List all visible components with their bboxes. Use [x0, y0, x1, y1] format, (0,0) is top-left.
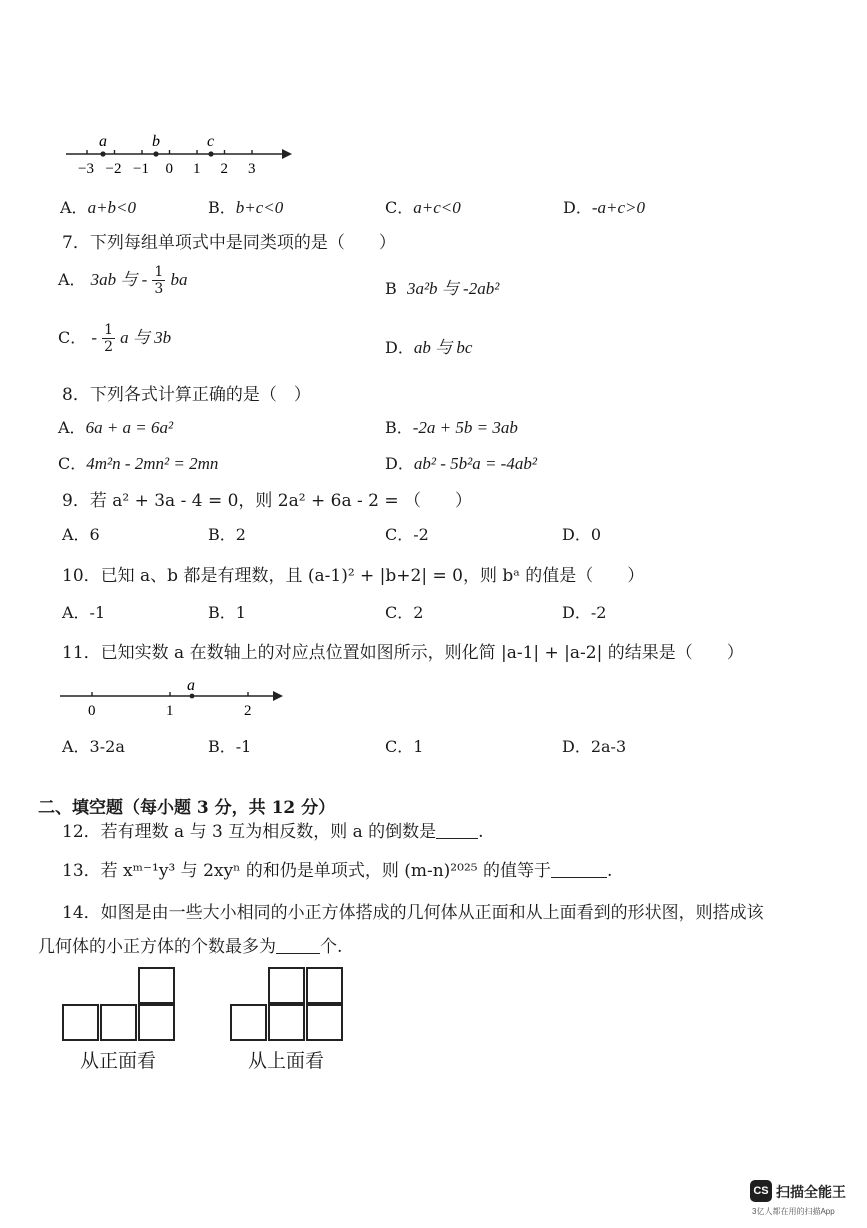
front-view-caption: 从正面看	[80, 1050, 157, 1072]
number-line-2-tick-label: 1	[166, 703, 174, 719]
q11-stem: 11．已知实数 a 在数轴上的对应点位置如图所示，则化简 |a-1| + |a-2| 的结果是（ ）	[62, 643, 744, 663]
q12-blank	[436, 824, 478, 839]
front-cell	[138, 1004, 175, 1041]
q11-option-b: B．-1	[208, 737, 252, 756]
front-view-grid	[62, 967, 178, 1043]
top-cell	[306, 967, 343, 1004]
q6-option-b: B．b+c<0	[208, 198, 284, 217]
q14-line-1: 14．如图是由一些大小相同的小正方体搭成的几何体从正面和从上面看到的形状图，则搭成该	[62, 903, 764, 923]
number-line-arrow	[282, 149, 292, 159]
top-cell	[230, 1004, 267, 1041]
number-line-1-tick-label: −3	[78, 161, 94, 177]
front-cell	[138, 967, 175, 1004]
q9-option-d: D．0	[562, 525, 602, 544]
number-line-2-tick-label: 2	[244, 703, 252, 719]
q14-line-2: 几何体的小正方体的个数最多为 个.	[38, 937, 343, 957]
q7-option-b: B 3a²b 与 -2ab²	[385, 279, 500, 298]
top-cell	[306, 1004, 343, 1041]
number-line-figure	[60, 128, 300, 180]
label-a-2: a	[187, 677, 195, 694]
top-cell	[268, 1004, 305, 1041]
front-cell	[100, 1004, 137, 1041]
q8-option-b: B．-2a + 5b = 3ab	[385, 418, 518, 437]
label-b: b	[152, 133, 160, 150]
label-c: c	[207, 133, 215, 150]
number-line-2-arrow	[273, 691, 283, 701]
q10-option-c: C．2	[385, 603, 424, 622]
q12: 12．若有理数 a 与 3 互为相反数，则 a 的倒数是 .	[62, 822, 484, 842]
q13-blank	[551, 863, 607, 878]
q7-option-a: A． 3ab 与 - $\frac{1}{3}$ ba	[58, 264, 188, 297]
point-a	[100, 151, 105, 156]
q7-stem: 7．下列每组单项式中是同类项的是（ ）	[62, 233, 396, 253]
number-line-1-tick-label: 2	[220, 161, 228, 177]
point-c	[208, 151, 213, 156]
number-line-1-tick-label: 1	[193, 161, 201, 177]
q13: 13．若 xᵐ⁻¹y³ 与 2xyⁿ 的和仍是单项式，则 (m-n)²⁰²⁵ 的值等于 .	[62, 861, 613, 881]
q7-option-c: C． - $\frac{1}{2}$ a 与 3b	[58, 322, 172, 355]
q14-blank	[276, 939, 320, 954]
number-line-1-tick-label: −2	[105, 161, 122, 177]
q10-stem: 10．已知 a、b 都是有理数，且 (a-1)² + |b+2| = 0，则 bᵃ 的值是（ ）	[62, 566, 645, 586]
front-cell	[62, 1004, 99, 1041]
q8-stem: 8．下列各式计算正确的是（ ）	[62, 385, 311, 405]
q9-option-c: C．-2	[385, 525, 429, 544]
camscanner-brand: 扫描全能王	[776, 1184, 846, 1200]
point-a-2	[190, 694, 195, 699]
section-2-title: 二、填空题（每小题 3 分，共 12 分）	[38, 798, 336, 818]
number-line-1-tick-label: −1	[133, 161, 149, 177]
q8-option-a: A．6a + a = 6a²	[58, 418, 174, 437]
q8-option-c: C．4m²n - 2mn² = 2mn	[58, 454, 219, 473]
q10-option-b: B．1	[208, 603, 246, 622]
q7-option-d: D．ab 与 bc	[385, 338, 473, 357]
number-line-1-tick-label: 0	[165, 161, 173, 177]
q6-option-c: C．a+c<0	[385, 198, 461, 217]
q6-option-d: D．-a+c>0	[563, 198, 645, 217]
q11-option-c: C．1	[385, 737, 424, 756]
q11-option-d: D．2a-3	[562, 737, 627, 756]
q11-option-a: A．3-2a	[62, 737, 125, 756]
top-cell	[268, 967, 305, 1004]
q10-option-d: D．-2	[562, 603, 607, 622]
number-line-2-tick-label: 0	[88, 703, 96, 719]
q6-option-a: A．a+b<0	[60, 198, 137, 217]
point-b	[153, 151, 158, 156]
number-line-1-tick-label: 3	[248, 161, 256, 177]
q8-option-d: D．ab² - 5b²a = -4ab²	[385, 454, 537, 473]
top-view-caption: 从上面看	[248, 1050, 325, 1072]
camscanner-tagline: 3亿人都在用的扫描App	[752, 1207, 835, 1216]
label-a: a	[99, 133, 107, 150]
q9-option-a: A．6	[62, 525, 100, 544]
q10-option-a: A．-1	[62, 603, 106, 622]
top-view-grid	[230, 967, 346, 1043]
number-line-2-figure	[58, 676, 290, 722]
q9-option-b: B．2	[208, 525, 246, 544]
q9-stem: 9．若 a² + 3a - 4 = 0，则 2a² + 6a - 2 = （ ）	[62, 491, 473, 511]
camscanner-logo-icon: CS	[750, 1180, 772, 1202]
